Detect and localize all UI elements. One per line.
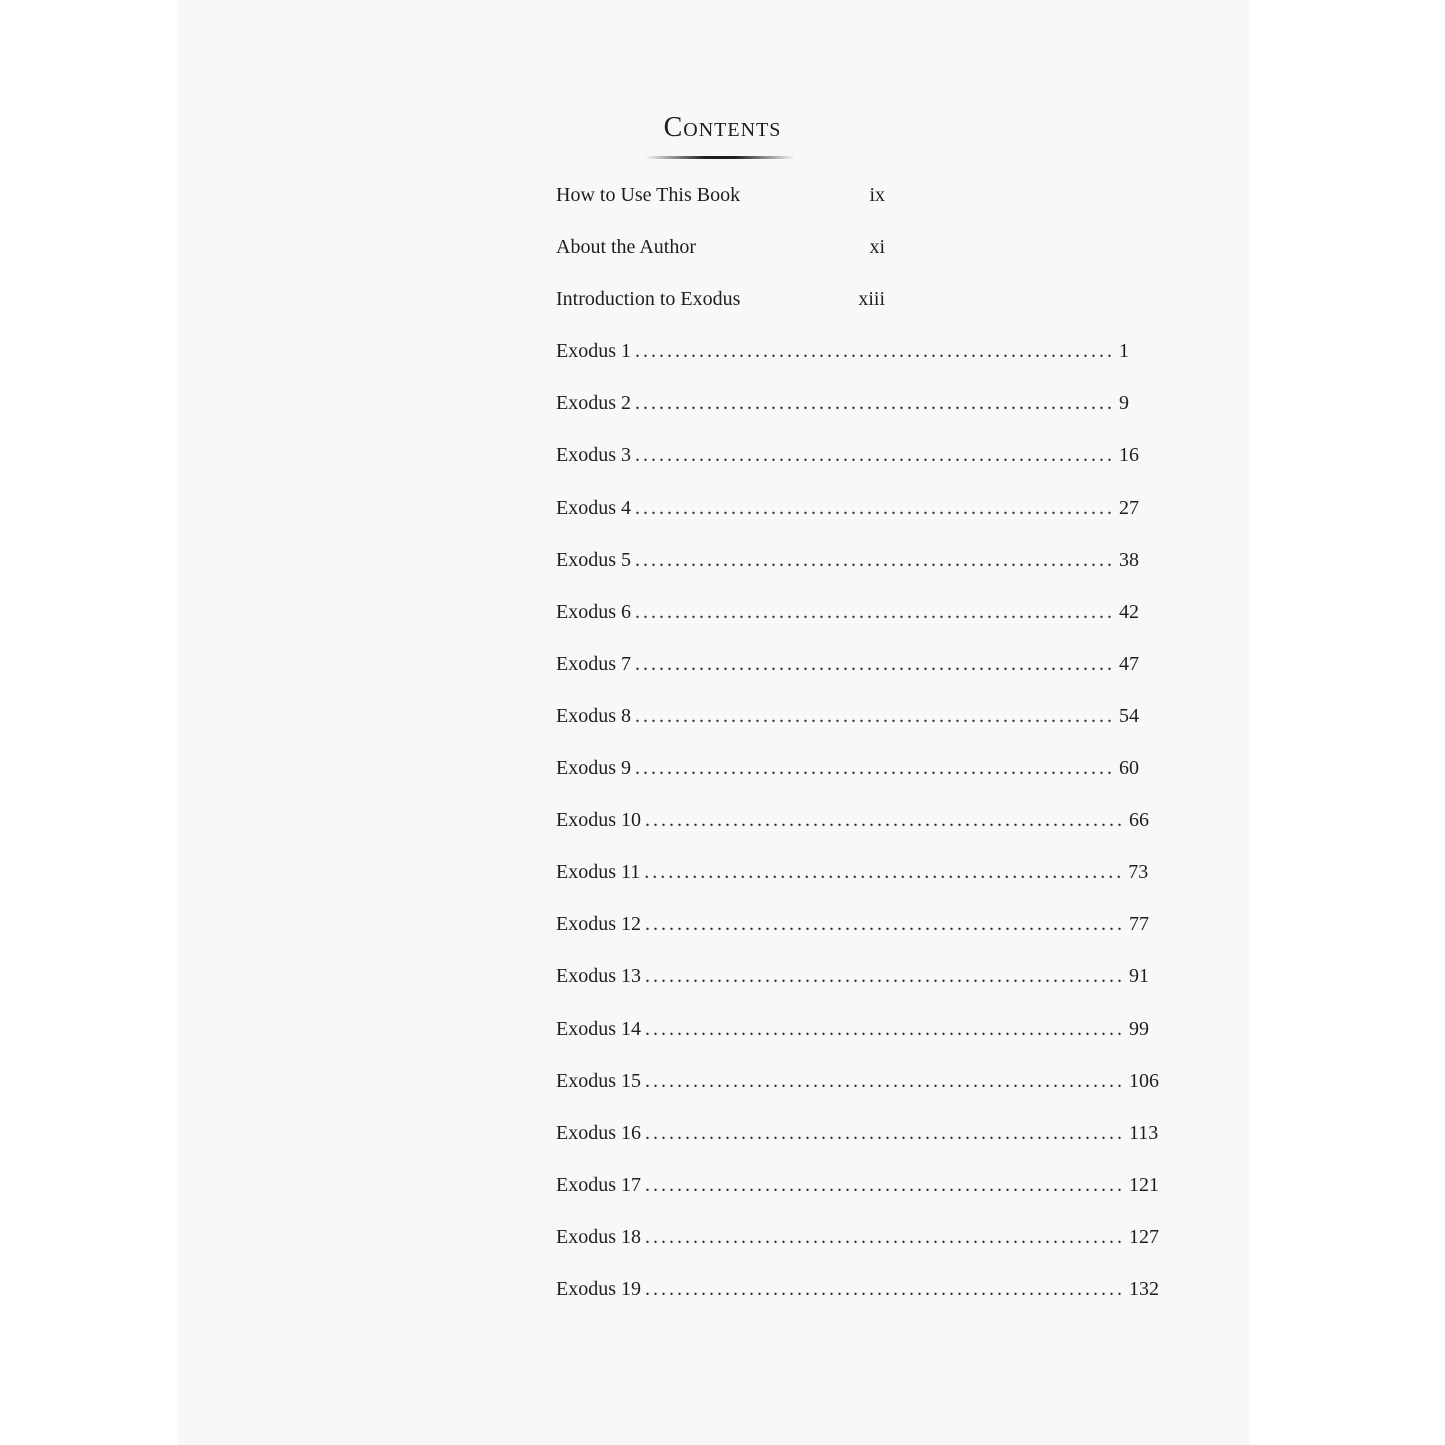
toc-entry-label: Exodus 16 — [556, 1121, 641, 1144]
toc-entry-page: xi — [869, 236, 885, 259]
toc-entry — [556, 177, 885, 229]
toc-entry-label: Exodus 14 — [556, 1017, 641, 1040]
toc-entry-label: Exodus 13 — [556, 965, 641, 988]
toc-entry-page: 106 — [1129, 1069, 1159, 1092]
dot-leader: ............................................................ — [635, 652, 1115, 675]
toc-entry — [556, 854, 1149, 906]
toc-entry-label: Exodus 15 — [556, 1069, 641, 1092]
dot-leader: ............................................................ — [635, 548, 1115, 571]
toc-entry-label: Exodus 4 — [556, 496, 631, 519]
toc-entry-label: Exodus 3 — [556, 444, 631, 467]
dot-leader: ............................................................ — [635, 704, 1115, 727]
toc-entry-label: Exodus 5 — [556, 548, 631, 571]
title-underline-ornament — [645, 156, 795, 159]
toc-entry-page: 127 — [1129, 1225, 1159, 1248]
toc-entry-page: 132 — [1129, 1277, 1159, 1300]
dot-leader: ............................................................ — [645, 965, 1125, 988]
toc-entry-page: 113 — [1129, 1121, 1159, 1144]
toc-entry — [556, 906, 1149, 958]
toc-entry — [556, 750, 1139, 802]
toc-entry-page: 91 — [1129, 965, 1149, 988]
toc-entry-page: 47 — [1119, 652, 1139, 675]
toc-entry-page: 38 — [1119, 548, 1139, 571]
toc-entry — [556, 646, 1139, 698]
toc-entry-label: Exodus 12 — [556, 913, 641, 936]
toc-entry-label: Exodus 7 — [556, 652, 631, 675]
dot-leader: ............................................................ — [645, 1225, 1125, 1248]
dot-leader: ............................................................ — [635, 392, 1115, 415]
toc-entry — [556, 1167, 1159, 1219]
toc-entry — [556, 1115, 1159, 1167]
toc-entry — [556, 1011, 1149, 1063]
toc-entry-page: 9 — [1119, 392, 1129, 415]
toc-entry-page: 27 — [1119, 496, 1139, 519]
toc-entry-page: 1 — [1119, 340, 1129, 363]
toc-entry-page: 16 — [1119, 444, 1139, 467]
toc-entry-label: Exodus 11 — [556, 861, 641, 884]
toc-entry — [556, 802, 1149, 854]
toc-entry — [556, 490, 1139, 542]
table-of-contents — [556, 177, 1159, 1323]
toc-entry-page: 66 — [1129, 809, 1149, 832]
toc-entry — [556, 958, 1149, 1010]
toc-entry — [556, 594, 1139, 646]
toc-entry-label: Introduction to Exodus — [556, 288, 741, 311]
toc-entry-page: 60 — [1119, 757, 1139, 780]
dot-leader: ............................................................ — [645, 913, 1125, 936]
toc-entry-label: How to Use This Book — [556, 184, 741, 206]
toc-entry-page: xiii — [858, 288, 885, 311]
toc-entry-label: Exodus 18 — [556, 1225, 641, 1248]
toc-entry — [556, 1219, 1159, 1271]
toc-entry — [556, 698, 1139, 750]
toc-entry-label: Exodus 2 — [556, 392, 631, 415]
dot-leader: ............................................................ — [645, 1017, 1125, 1040]
toc-entry-label: Exodus 1 — [556, 340, 631, 363]
dot-leader: ............................................................ — [635, 444, 1115, 467]
toc-entry-label: Exodus 6 — [556, 600, 631, 623]
dot-leader: ............................................................ — [645, 1173, 1125, 1196]
toc-entry-page: 121 — [1129, 1173, 1159, 1196]
toc-entry — [556, 229, 885, 281]
dot-leader: ............................................................ — [635, 600, 1115, 623]
dot-leader: ............................................................ — [645, 1069, 1125, 1092]
dot-leader: ............................................................ — [645, 1121, 1125, 1144]
toc-entry-page: ix — [869, 184, 885, 206]
dot-leader: ............................................................ — [635, 757, 1115, 780]
toc-entry — [556, 437, 1139, 489]
dot-leader: ............................................................ — [645, 1277, 1125, 1300]
toc-entry — [556, 385, 1129, 437]
dot-leader: ............................................................ — [644, 861, 1125, 884]
toc-entry-page: 42 — [1119, 600, 1139, 623]
toc-entry-label: About the Author — [556, 236, 696, 259]
dot-leader: ............................................................ — [645, 809, 1125, 832]
toc-entry-page: 77 — [1129, 913, 1149, 936]
toc-entry-label: Exodus 10 — [556, 809, 641, 832]
toc-entry-label: Exodus 17 — [556, 1173, 641, 1196]
toc-entry — [556, 333, 1129, 385]
dot-leader: ............................................................ — [635, 496, 1115, 519]
toc-entry-page: 73 — [1128, 861, 1149, 884]
toc-entry-page: 99 — [1129, 1017, 1149, 1040]
toc-entry-label: Exodus 9 — [556, 757, 631, 780]
toc-entry — [556, 1271, 1159, 1323]
toc-entry — [556, 542, 1139, 594]
toc-entry-page: 54 — [1119, 704, 1139, 727]
toc-entry — [556, 281, 885, 333]
toc-entry-label: Exodus 8 — [556, 704, 631, 727]
toc-entry — [556, 1063, 1159, 1115]
toc-entry-label: Exodus 19 — [556, 1277, 641, 1300]
dot-leader: ............................................................ — [635, 340, 1115, 363]
page-title: Contents — [663, 112, 782, 143]
